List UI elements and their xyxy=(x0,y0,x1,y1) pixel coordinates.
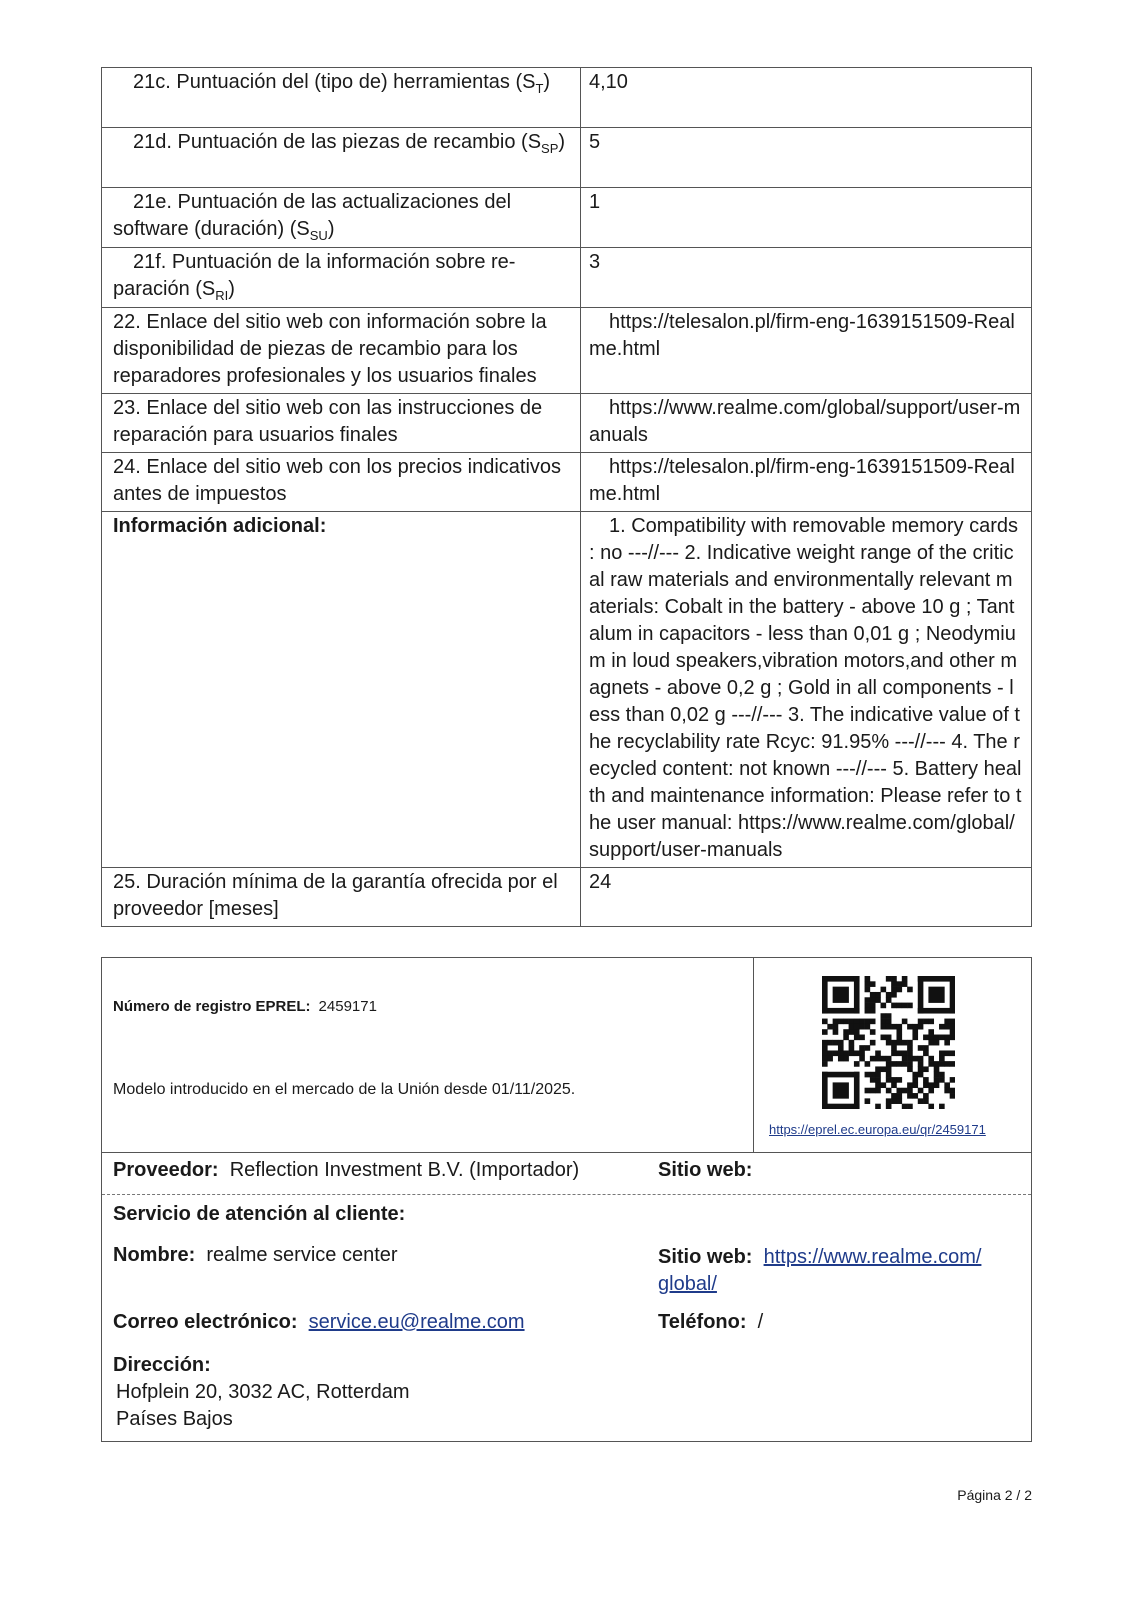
row-label: Información adicional: xyxy=(102,512,581,868)
row-value: https://www.realme.com/global/support/user-manuals xyxy=(581,394,1032,453)
qr-code-icon xyxy=(822,976,955,1109)
table-row xyxy=(102,868,1032,927)
table-row xyxy=(102,128,1032,188)
service-phone-value: / xyxy=(757,1311,764,1333)
row-label: 21c. Puntuación del (tipo de) herramientas $(S_T)$ xyxy=(102,68,581,128)
row-label: 21d. Puntuación de las piezas de recambio $(S_{SP})$ xyxy=(102,128,581,188)
service-email-link[interactable]: service.eu@realme.com xyxy=(308,1311,525,1333)
service-website-link[interactable]: https://www.realme.com/ xyxy=(763,1246,982,1268)
row-label: 21f. Puntuación de la información sobre re-paración $(S_{RI})$ xyxy=(102,248,581,308)
row-value: 3 xyxy=(581,248,1032,308)
row-value: 1 xyxy=(581,188,1032,248)
supplier-name: Reflection Investment B.V. (Importador) xyxy=(229,1159,580,1181)
table-row xyxy=(102,394,1032,453)
row-value: 5 xyxy=(581,128,1032,188)
eprel-qr-link[interactable]: https://eprel.ec.europa.eu/qr/2459171 xyxy=(769,1122,986,1137)
service-email xyxy=(113,1311,525,1334)
row-value: 24 xyxy=(581,868,1032,927)
row-label: 21e. Puntuación de las actualizaciones del software (duración) $(S_{SU})$ xyxy=(102,188,581,248)
table-row xyxy=(102,188,1032,248)
eprel-registration xyxy=(113,998,377,1015)
table-row xyxy=(102,68,1032,128)
table-row xyxy=(102,453,1032,512)
eprel-registration-panel xyxy=(102,958,754,1152)
service-email-label: Correo electrónico: xyxy=(113,1311,298,1333)
address-line-1: Hofplein 20, 3032 AC, Rotterdam xyxy=(116,1381,410,1403)
supplier-label: Proveedor: xyxy=(113,1159,219,1181)
service-website-label: Sitio web: xyxy=(658,1246,753,1268)
service-website xyxy=(658,1244,981,1298)
row-label: 24. Enlace del sitio web con los precios indicativos antes de impuestos xyxy=(102,453,581,512)
supplier-row xyxy=(102,1152,1031,1195)
service-name xyxy=(113,1244,398,1267)
supplier-website-label: Sitio web: xyxy=(658,1159,753,1181)
service-address xyxy=(113,1352,410,1433)
customer-service-heading: Servicio de atención al cliente: xyxy=(113,1203,406,1225)
service-website-link-cont[interactable]: global/ xyxy=(658,1273,717,1295)
table-row xyxy=(102,248,1032,308)
service-phone xyxy=(658,1311,763,1334)
eprel-header xyxy=(102,958,1031,1153)
row-label: 22. Enlace del sitio web con información sobre la disponibilidad de piezas de recambio para los reparadores profesionales y los usuarios finales xyxy=(102,308,581,394)
row-value: https://telesalon.pl/firm-eng-1639151509-Realme.html xyxy=(581,453,1032,512)
row-value: 4,10 xyxy=(581,68,1032,128)
page-number: Página 2 / 2 xyxy=(957,1487,1032,1503)
row-value: 1. Compatibility with removable memory cards : no ---//--- 2. Indicative weight range of the critical raw materials and environmentally relevant materials: Cobalt in the battery - above 10 g ; Tantalum in capacitors - less than 0,01 g ; Neodymium in loud speakers,vibration motors,and other magnets - above 0,2 g ; Gold in all components - less than 0,02 g ---//--- 3. The indicative value of the recyclability rate Rcyc: 91.95% ---//--- 4. The recycled content: not known ---//--- 5. Battery health and maintenance information: Please refer to the user manual: https://www.realme.com/global/support/user-manuals xyxy=(581,512,1032,868)
table-row xyxy=(102,512,1032,868)
product-info-table xyxy=(101,67,1032,927)
service-name-label: Nombre: xyxy=(113,1244,196,1266)
eprel-info-box xyxy=(101,957,1032,1442)
service-phone-label: Teléfono: xyxy=(658,1311,747,1333)
table-row xyxy=(102,308,1032,394)
eprel-registration-number: 2459171 xyxy=(318,998,377,1015)
market-introduction-text: Modelo introducido en el mercado de la Unión desde 01/11/2025. xyxy=(113,1081,576,1098)
row-label: 25. Duración mínima de la garantía ofrecida por el proveedor [meses] xyxy=(102,868,581,927)
row-label: 23. Enlace del sitio web con las instrucciones de reparación para usuarios finales xyxy=(102,394,581,453)
row-value: https://telesalon.pl/firm-eng-1639151509-Realme.html xyxy=(581,308,1032,394)
service-address-label: Dirección: xyxy=(113,1354,211,1376)
eprel-registration-label: Número de registro EPREL: xyxy=(113,998,311,1015)
service-name-value: realme service center xyxy=(206,1244,398,1266)
address-line-2: Países Bajos xyxy=(116,1408,233,1430)
